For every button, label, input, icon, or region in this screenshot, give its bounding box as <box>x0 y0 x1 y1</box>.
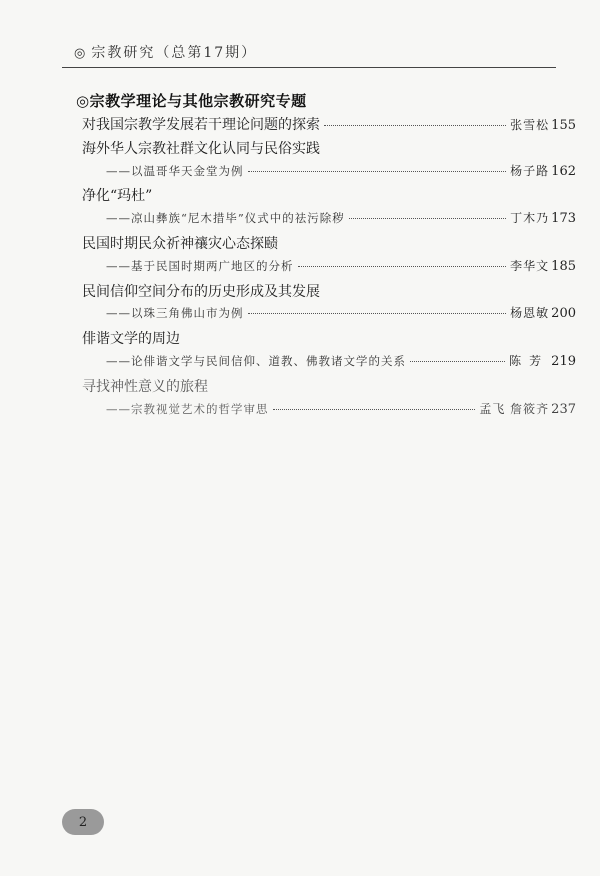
toc-entry[interactable] <box>82 376 576 400</box>
toc-entry[interactable] <box>82 114 576 138</box>
toc-entry-title: 对我国宗教学发展若干理论问题的探索 <box>82 117 320 133</box>
toc-entry-subtitle: ——凉山彝族“尼木措毕”仪式中的祛污除秽 <box>106 211 345 226</box>
running-header <box>74 42 257 62</box>
running-header-title: 宗教研究（总第17期） <box>91 45 258 61</box>
bullseye-icon: ◎ <box>74 46 88 61</box>
section-title: ◎宗教学理论与其他宗教研究专题 <box>76 92 307 110</box>
toc-entry-page: 155 <box>551 118 576 133</box>
toc-entry-subtitle: ——以珠三角佛山市为例 <box>106 306 244 321</box>
toc-entry-title: 净化“玛杜” <box>82 188 153 205</box>
toc-entry-author: 丁木乃 <box>510 211 550 226</box>
toc-entry-author: 杨恩敏 <box>510 306 550 321</box>
toc-entry[interactable] <box>82 138 576 162</box>
toc-entry[interactable] <box>82 281 576 305</box>
toc-entry-author: 孟飞 詹筱齐 <box>479 401 550 416</box>
toc-entry-title: 民国时期民众祈神禳灾心态探赜 <box>82 235 278 252</box>
table-of-contents <box>82 114 576 423</box>
toc-entry-title: 民间信仰空间分布的历史形成及其发展 <box>82 283 320 300</box>
toc-entry-author: 张雪松 <box>510 118 550 132</box>
toc-entry-title: 寻找神性意义的旅程 <box>82 378 208 395</box>
toc-leader-dots <box>349 218 506 219</box>
toc-entry-subtitle: ——宗教视觉艺术的哲学审思 <box>106 401 269 416</box>
toc-entry-title: 海外华人宗教社群文化认同与民俗实践 <box>82 140 320 157</box>
toc-subtitle-line[interactable] <box>82 257 576 281</box>
toc-subtitle-line[interactable] <box>82 304 576 328</box>
toc-entry-page: 173 <box>551 211 576 227</box>
toc-leader-dots <box>298 266 507 267</box>
toc-entry-page: 162 <box>551 163 576 179</box>
toc-entry[interactable] <box>82 233 576 257</box>
toc-entry-title: 俳谐文学的周边 <box>82 331 180 348</box>
toc-entry[interactable] <box>82 185 576 209</box>
toc-leader-dots <box>248 171 507 172</box>
toc-entry[interactable] <box>82 328 576 352</box>
toc-entry-page: 200 <box>551 306 576 322</box>
toc-leader-dots <box>248 313 507 314</box>
toc-subtitle-line[interactable] <box>82 400 576 424</box>
toc-entry-author: 陈芳 <box>509 353 550 368</box>
toc-leader-dots <box>273 409 476 410</box>
toc-entry-subtitle: ——论俳谐文学与民间信仰、道教、佛教诸文学的关系 <box>106 353 406 368</box>
toc-leader-dots <box>410 361 505 362</box>
toc-subtitle-line[interactable] <box>82 162 576 186</box>
toc-entry-page: 237 <box>551 401 576 417</box>
toc-entry-page: 219 <box>551 353 576 369</box>
toc-subtitle-line[interactable] <box>82 352 576 376</box>
toc-entry-author: 李华文 <box>510 258 550 273</box>
toc-leader-dots <box>324 125 506 126</box>
toc-entry-subtitle: ——基于民国时期两广地区的分析 <box>106 258 294 273</box>
toc-entry-page: 185 <box>551 258 576 274</box>
toc-subtitle-line[interactable] <box>82 209 576 233</box>
toc-entry-subtitle: ——以温哥华天金堂为例 <box>106 163 244 178</box>
toc-entry-author: 杨子路 <box>510 163 550 178</box>
page-number-badge: 2 <box>62 809 104 835</box>
header-rule <box>62 67 556 68</box>
